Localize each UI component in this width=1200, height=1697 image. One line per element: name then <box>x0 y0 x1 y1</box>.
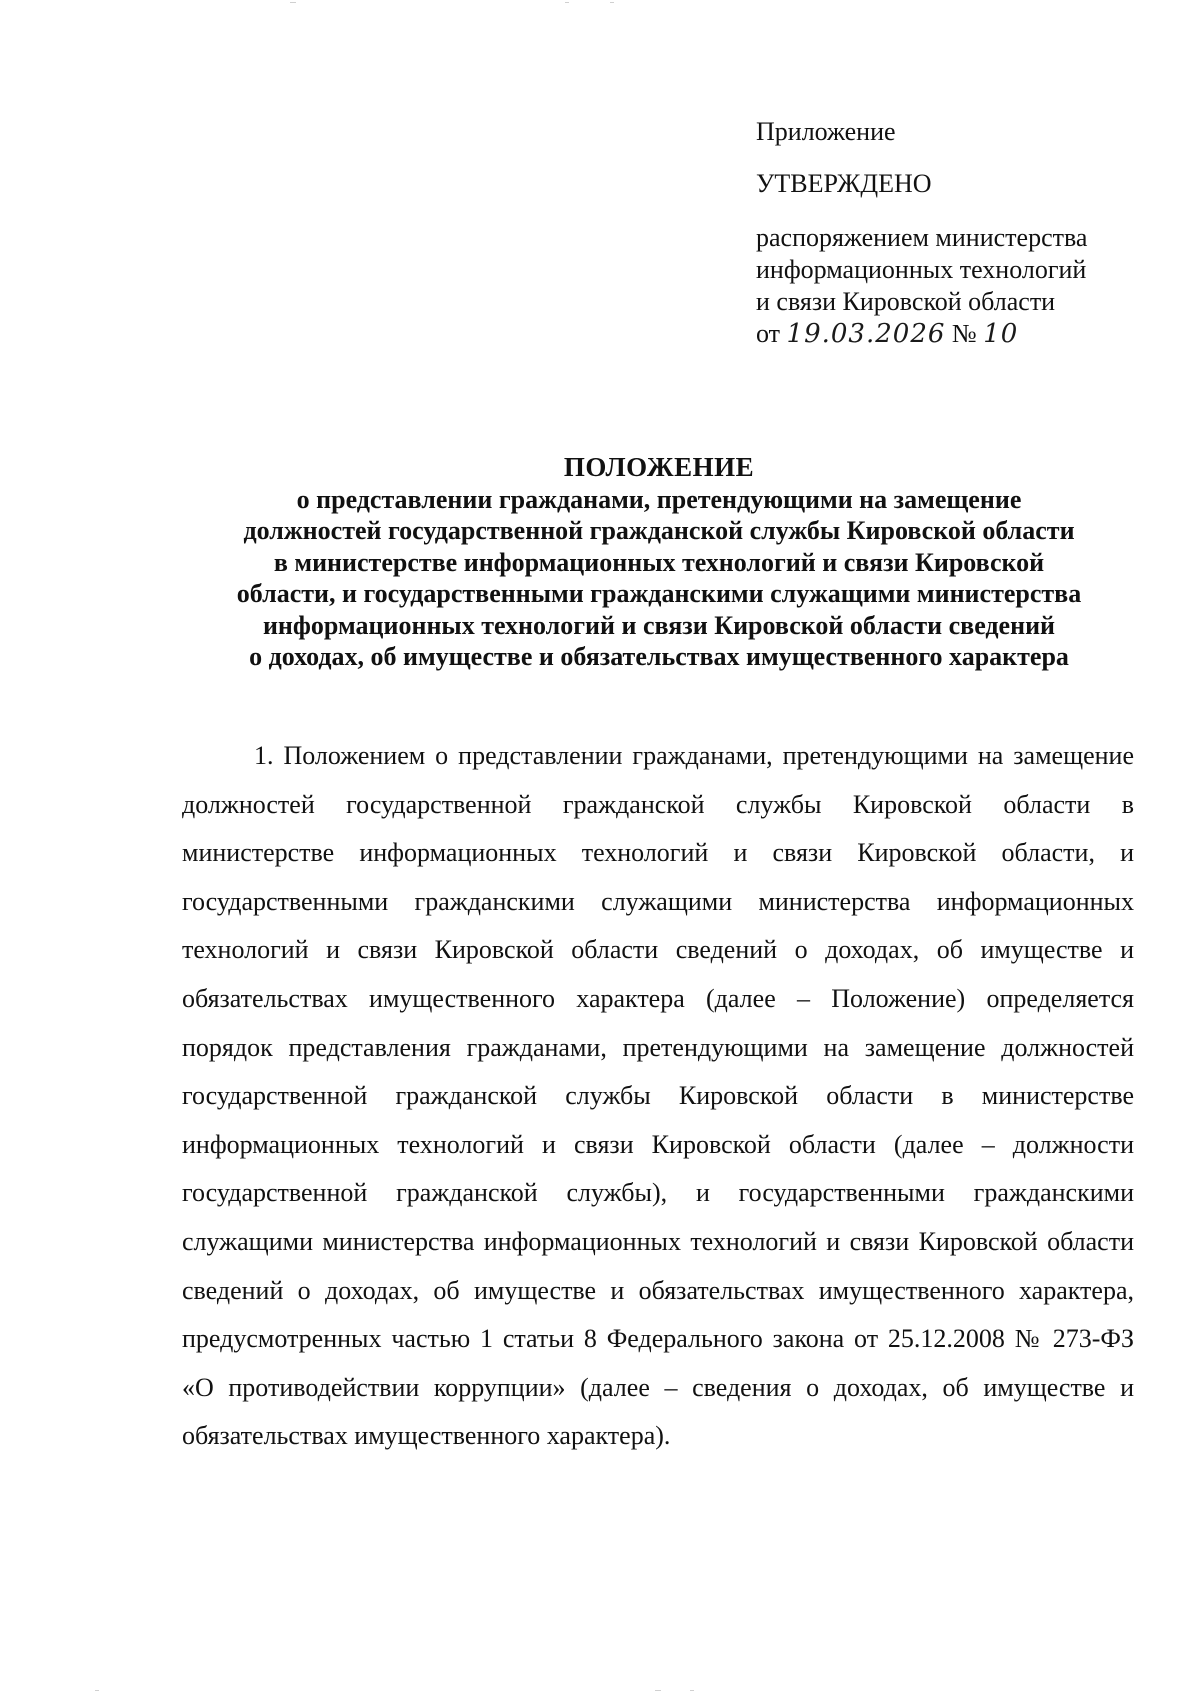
scan-artifact <box>95 1690 99 1691</box>
handwritten-date: 19.03.2026 <box>786 319 946 349</box>
title-subtitle-line: информационных технологий и связи Кировской области сведений <box>262 610 1056 640</box>
annex-label: Приложение <box>756 117 896 146</box>
approval-order-reference <box>756 222 1156 350</box>
scan-artifact <box>655 1690 661 1691</box>
number-sign: № <box>951 319 977 348</box>
body-paragraph-1: 1. Положением о представлении гражданами, претендующими на замещение должностей государственной гражданской службы Кировской области в министерстве информационных технологий и связи Кировской области, и государственными гражданскими служащими министерства информационных технологий и связи Кировской области сведений о доходах, об имуществе и обязательствах имущественного характера (далее – Положение) определяется порядок представления гражданами, претендующими на замещение должностей государственной гражданской службы Кировской области в министерстве информационных технологий и связи Кировской области (далее – должности государственной гражданской службы), и государственными гражданскими служащими министерства информационных технологий и связи Кировской области сведений о доходах, об имуществе и обязательствах имущественного характера, предусмотренных частью 1 статьи 8 Федерального закона от 25.12.2008 № 273-ФЗ «О противодействии коррупции» (далее – сведения о доходах, об имуществе и обязательствах имущественного характера). <box>182 741 1134 1451</box>
approved-label: УТВЕРЖДЕНО <box>756 169 932 198</box>
approval-stamp-block <box>756 116 1156 350</box>
date-prefix: от <box>756 319 781 348</box>
scan-artifact <box>690 1690 694 1691</box>
title-subtitle-line: области, и государственными гражданскими служащими министерства <box>236 579 1082 608</box>
scan-artifact <box>610 2 614 3</box>
title-subtitle-line: о доходах, об имуществе и обязательствах имущественного характера <box>249 642 1069 671</box>
order-line: распоряжением министерства <box>756 223 1088 252</box>
scan-artifact <box>290 2 296 3</box>
handwritten-number: 10 <box>983 319 1019 349</box>
order-date-number-line <box>756 318 1156 350</box>
scan-artifact <box>565 2 569 3</box>
title-subtitle-line: в министерстве информационных технологий и связи Кировской <box>273 547 1045 577</box>
order-line: информационных технологий <box>756 255 1087 284</box>
title-subtitle-line: должностей государственной гражданской службы Кировской области <box>243 516 1075 545</box>
document-title-block <box>160 452 1158 673</box>
title-subtitle-line: о представлении гражданами, претендующими на замещение <box>296 484 1022 514</box>
order-line: и связи Кировской области <box>756 287 1056 316</box>
document-title: ПОЛОЖЕНИЕ <box>563 452 755 482</box>
